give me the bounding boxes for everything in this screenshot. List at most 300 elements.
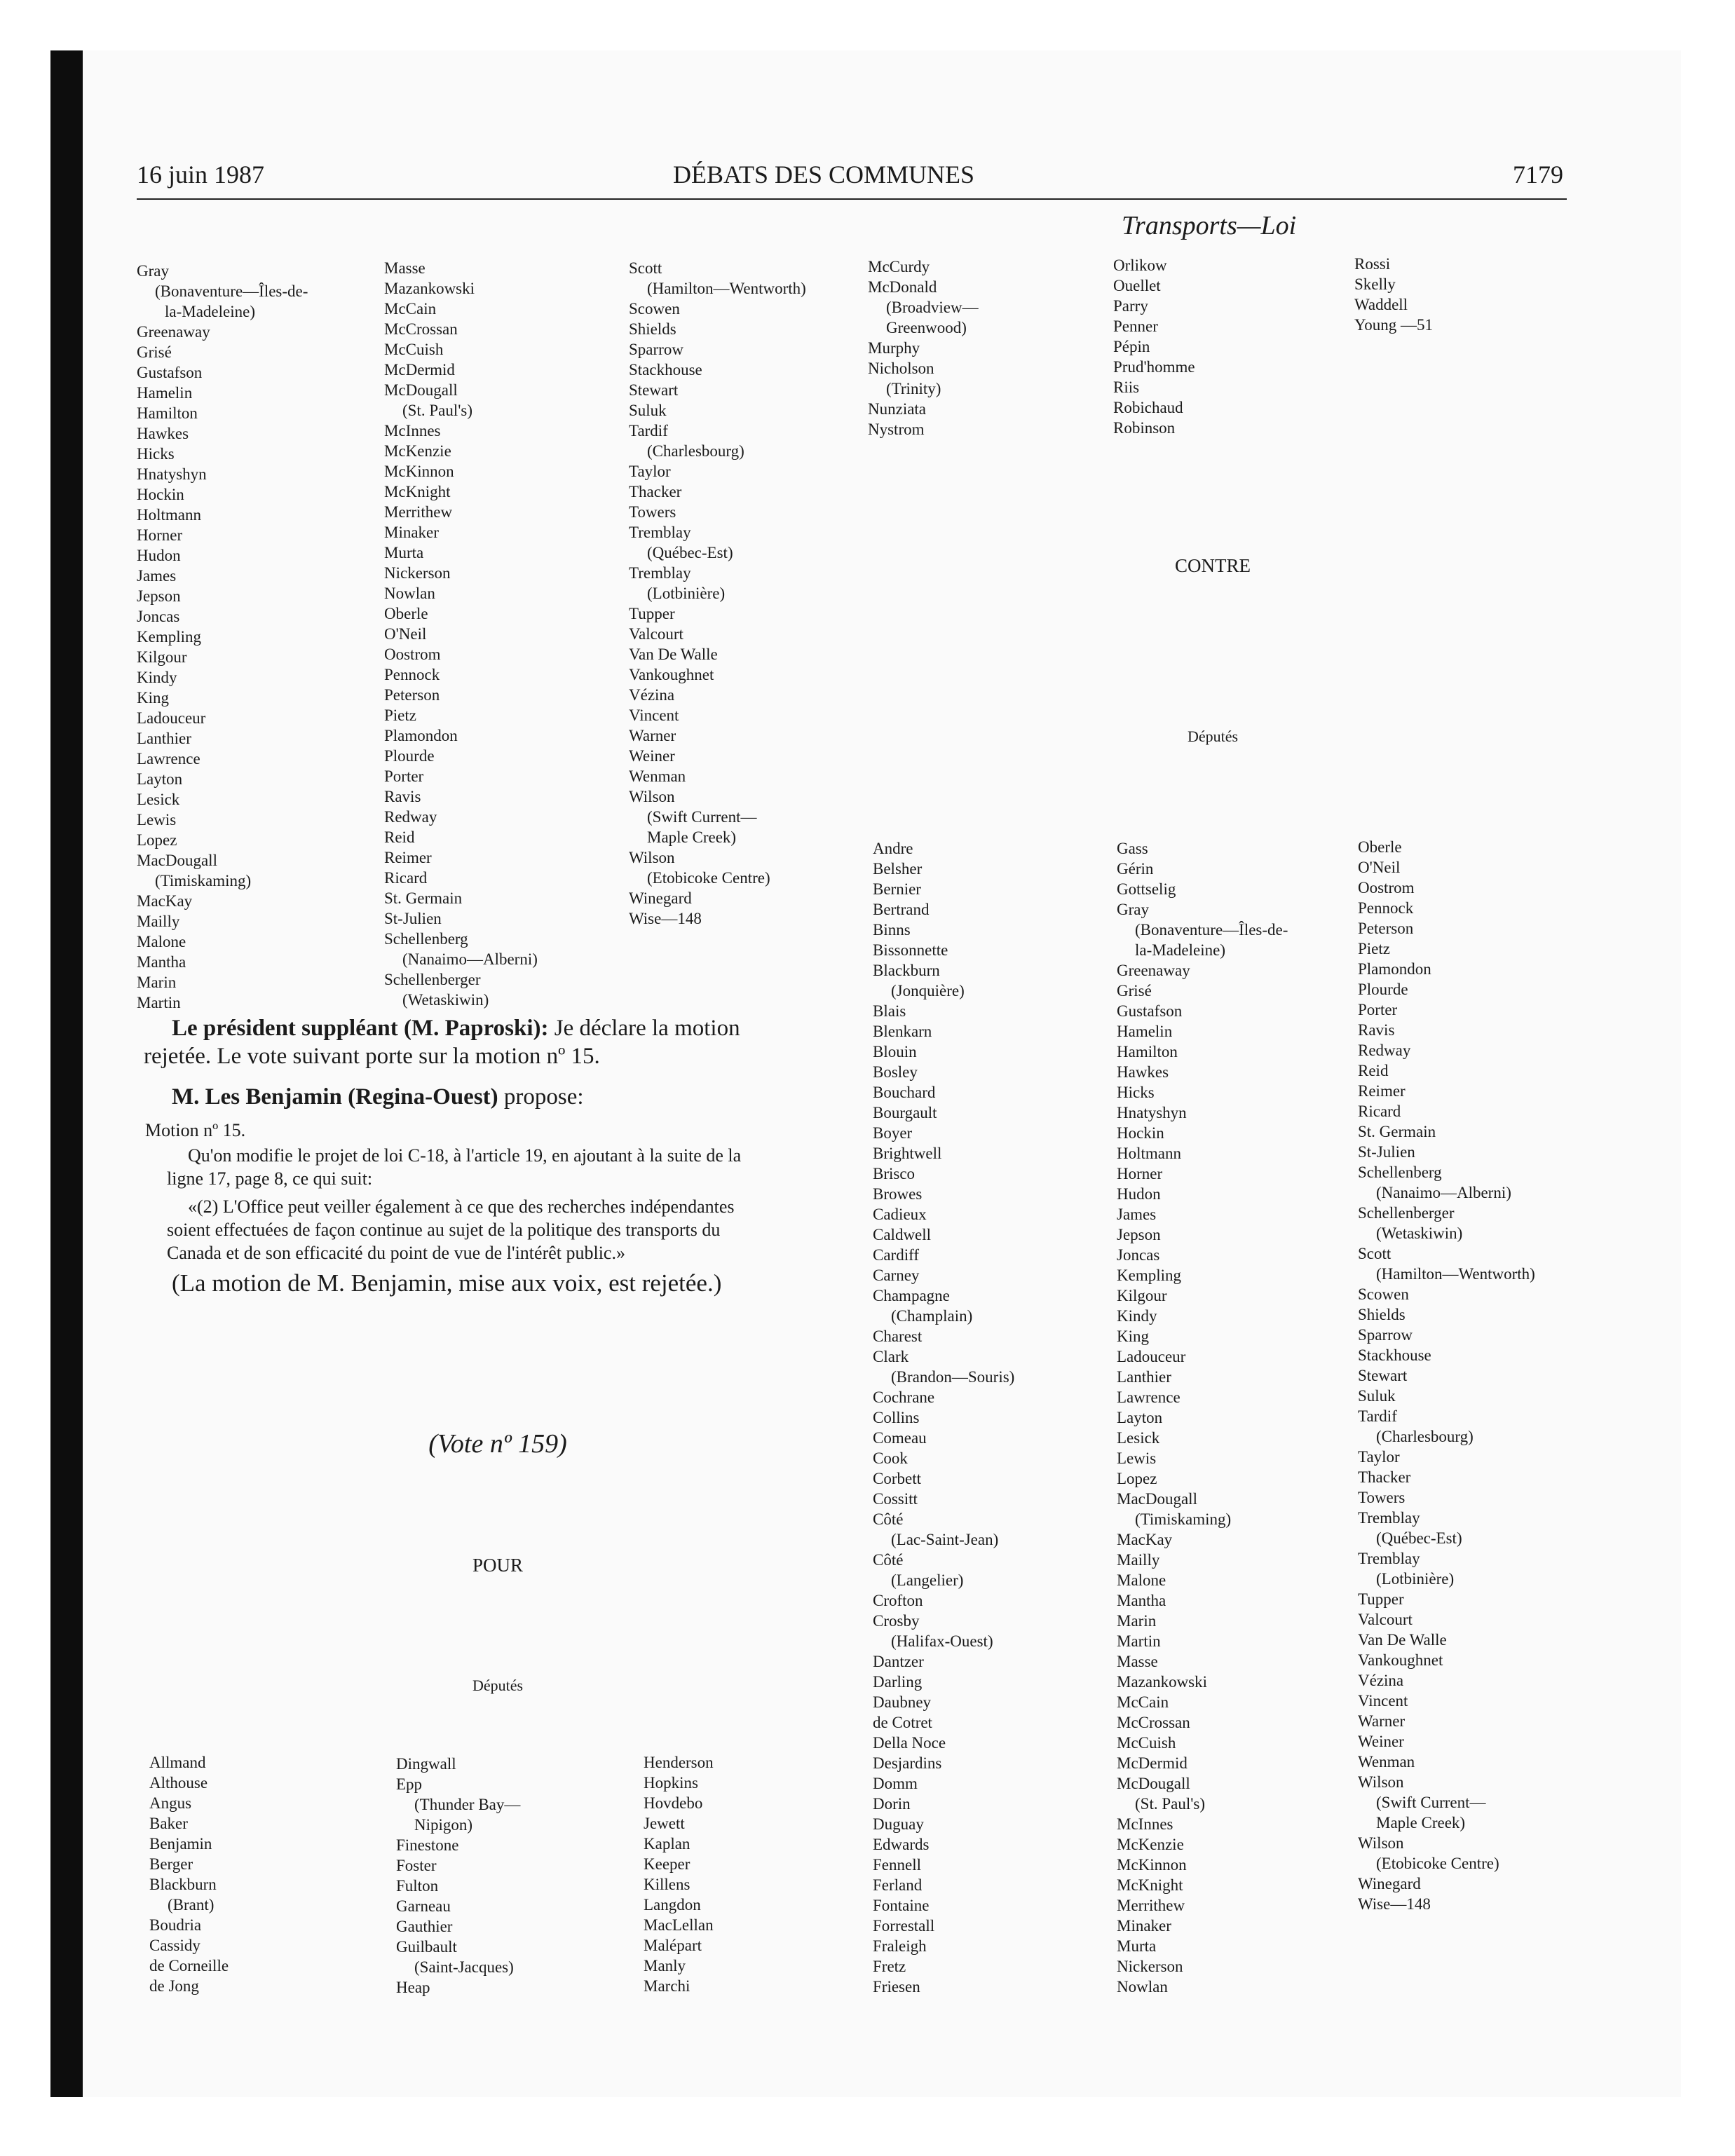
member-name: Layton [1117,1409,1163,1426]
member-name: Masse [384,259,426,277]
member-name: Merrithew [384,503,453,521]
member-name: Langdon [644,1896,701,1913]
contre-column-1 [873,838,1014,1997]
member-name: Dingwall [396,1755,456,1773]
member-riding: Maple Creek) [647,828,737,846]
proposer-riding: (Regina-Ouest) [348,1084,498,1110]
member-name: Vincent [1358,1692,1408,1710]
member-riding: (Bonaventure—Îles-de- [155,282,308,300]
member-name: Oostrom [384,646,441,663]
member-name: Schellenberger [1358,1204,1455,1222]
upper-column-1 [137,261,308,1013]
member-name: Van De Walle [629,646,718,663]
member-name: Forrestall [873,1917,935,1935]
proposer-verb: propose: [498,1084,584,1110]
member-name: Pennock [1358,899,1414,917]
member-name: MacKay [137,892,193,910]
member-name: Lanthier [1117,1368,1171,1386]
member-name: Gray [1117,901,1149,918]
member-name: Masse [1117,1653,1158,1670]
member-name: Weiner [1358,1733,1404,1750]
member-riding: Greenwood) [886,319,967,336]
member-name: Desjardins [873,1754,942,1772]
member-name: Van De Walle [1358,1631,1447,1649]
member-name: Porter [384,767,424,785]
member-riding: (Swift Current— [1376,1794,1486,1811]
member-name: Tremblay [1358,1509,1420,1527]
member-riding: la-Madeleine) [165,303,255,320]
member-name: McKnight [384,483,451,500]
member-name: Suluk [1358,1387,1396,1405]
member-name: Robinson [1113,419,1176,437]
member-name: Daubney [873,1693,932,1711]
member-name: de Jong [149,1977,199,1995]
member-name: Hicks [1117,1084,1155,1101]
member-name: Warner [1358,1712,1406,1730]
member-name: Stewart [629,381,679,399]
upper-column-2 [384,258,538,1010]
member-name: Kindy [1117,1307,1157,1325]
member-name: Layton [137,770,183,788]
member-name: Nowlan [384,585,435,602]
member-name: Gérin [1117,860,1154,878]
upper-column-6 [1354,254,1433,335]
member-name: Minaker [1117,1917,1171,1935]
member-name: MacLellan [644,1916,714,1934]
member-name: Joncas [1117,1246,1160,1264]
member-name: Nowlan [1117,1978,1168,1995]
header-rule [137,198,1567,200]
member-name: Heap [396,1979,430,1996]
member-name: Keeper [644,1855,690,1873]
member-name: Hamelin [1117,1023,1173,1040]
member-riding: (Swift Current— [647,808,757,826]
member-name: Ladouceur [137,709,206,727]
member-name: Greenaway [137,323,210,341]
member-name: Ravis [384,788,421,805]
member-name: Murta [1117,1937,1157,1955]
member-name: Martin [1117,1632,1161,1650]
member-name: Ricard [1358,1103,1401,1120]
member-name: Horner [137,526,183,544]
member-name: McCuish [1117,1734,1176,1752]
member-name: Sparrow [629,341,683,358]
member-name: Mailly [1117,1551,1160,1569]
member-name: Vincent [629,707,679,724]
pour-column-2 [396,1754,520,1998]
member-name: Pietz [384,707,416,724]
member-name: Malépart [644,1937,702,1954]
member-name: James [137,567,177,585]
member-name: Tardif [1358,1407,1397,1425]
member-name: Lewis [137,811,177,828]
member-riding: (Nanaimo—Alberni) [1376,1184,1511,1201]
member-riding: Maple Creek) [1376,1814,1466,1831]
member-name: Oostrom [1358,879,1415,896]
member-name: Schellenberg [384,930,468,948]
upper-column-4 [868,257,979,439]
member-name: McInnes [384,422,441,439]
member-name: Orlikow [1113,257,1167,274]
contre-column-2 [1117,838,1288,1997]
member-name: Bissonnette [873,941,948,959]
member-name: Andre [873,840,913,857]
member-name: Nickerson [1117,1958,1183,1975]
pour-column-3 [644,1752,714,1996]
member-name: Vézina [629,686,675,704]
member-name: Plamondon [1358,960,1431,978]
header-date: 16 juin 1987 [137,161,265,189]
member-name: Prud'homme [1113,358,1195,376]
member-name: Thacker [629,483,682,500]
member-name: Redway [384,808,437,826]
member-name: Vankoughnet [1358,1651,1443,1669]
member-name: Bertrand [873,901,930,918]
member-name: MacDougall [1117,1490,1197,1508]
speech-line-2: rejetée. Le vote suivant porte sur la motion nº 15. [144,1044,600,1069]
member-name: McKenzie [1117,1836,1184,1853]
member-name: Binns [873,921,911,939]
member-name: McKinnon [384,463,454,480]
member-riding: (Halifax-Ouest) [891,1632,993,1650]
member-name: Wise—148 [629,910,702,927]
member-name: Reimer [384,849,432,866]
member-name: Towers [629,503,676,521]
member-name: Hamilton [137,404,198,422]
member-name: Althouse [149,1774,208,1792]
member-name: Lawrence [1117,1389,1181,1406]
member-name: Waddell [1354,296,1408,313]
member-name: Duguay [873,1815,924,1833]
member-name: Malone [137,933,186,950]
member-name: Oberle [384,605,428,622]
member-name: Parry [1113,297,1148,315]
member-name: McDermid [1117,1754,1188,1772]
member-name: McKinnon [1117,1856,1187,1874]
upper-column-3 [629,258,806,929]
member-name: Kempling [1117,1267,1181,1284]
member-name: Gottselig [1117,880,1176,898]
member-name: McKnight [1117,1876,1183,1894]
member-name: Champagne [873,1287,950,1304]
member-name: Henderson [644,1754,714,1771]
member-name: Clark [873,1348,909,1365]
member-name: Nunziata [868,400,927,418]
scan-edge-bar [50,50,83,2097]
member-name: Cassidy [149,1937,200,1954]
member-name: Nystrom [868,421,925,438]
member-name: Hamelin [137,384,193,402]
member-name: Hockin [1117,1124,1164,1142]
member-name: McCrossan [1117,1714,1190,1731]
member-name: Jewett [644,1815,685,1832]
member-riding: (Lotbinière) [1376,1570,1455,1588]
member-name: Kilgour [137,648,187,666]
member-name: Bosley [873,1063,918,1081]
member-name: Wilson [629,849,675,866]
member-name: McKenzie [384,442,451,460]
member-name: Plamondon [384,727,458,744]
member-name: Blouin [873,1043,917,1060]
member-name: Allmand [149,1754,206,1771]
member-name: Marchi [644,1977,690,1995]
member-name: Finestone [396,1836,459,1854]
member-riding: Nipigon) [414,1816,473,1834]
motion-text-line-3: «(2) L'Office peut veiller également à ce que des recherches indépendantes [188,1196,735,1217]
header-page-number: 7179 [1513,161,1563,189]
member-riding: (Charlesbourg) [1376,1428,1474,1445]
member-name: Plourde [384,747,435,765]
member-name: McDonald [868,278,937,296]
member-name: Wenman [629,767,686,785]
proposer-line [172,1084,845,1110]
member-name: Cardiff [873,1246,920,1264]
member-name: Reid [384,828,415,846]
member-name: Mazankowski [384,280,475,297]
member-name: Kilgour [1117,1287,1167,1304]
member-name: McDermid [384,361,455,378]
member-name: Greenaway [1117,962,1190,979]
member-name: Shields [629,320,676,338]
member-riding: (Hamilton—Wentworth) [647,280,806,297]
member-name: Winegard [629,889,692,907]
contre-heading: CONTRE [1175,555,1251,576]
member-riding: (St. Paul's) [1135,1795,1205,1813]
member-name: Blenkarn [873,1023,932,1040]
member-riding: (Timiskaming) [155,872,252,889]
member-name: Ferland [873,1876,923,1894]
member-name: Tardif [629,422,668,439]
member-name: Tupper [1358,1590,1404,1608]
member-name: McCurdy [868,258,930,275]
member-name: Carney [873,1267,920,1284]
member-name: Lanthier [137,730,191,747]
member-name: Lewis [1117,1449,1157,1467]
member-riding: (Champlain) [891,1307,973,1325]
member-name: Collins [873,1409,920,1426]
member-name: Berger [149,1855,193,1873]
member-name: Vézina [1358,1672,1404,1689]
member-riding: (Brandon—Souris) [891,1368,1015,1386]
member-name: Della Noce [873,1734,946,1752]
member-riding: (Brant) [168,1896,215,1913]
member-name: Warner [629,727,676,744]
speech-text: Je déclare la motion [548,1016,740,1041]
member-name: Murta [384,544,424,561]
member-name: Taylor [1358,1448,1400,1466]
member-name: Darling [873,1673,923,1691]
member-name: Gass [1117,840,1148,857]
member-name: Skelly [1354,275,1396,293]
member-name: Kindy [137,669,177,686]
member-name: de Cotret [873,1714,932,1731]
member-name: Grisé [1117,982,1152,999]
member-name: McCrossan [384,320,458,338]
member-name: Brisco [873,1165,916,1182]
member-name: Edwards [873,1836,930,1853]
member-name: Blais [873,1002,906,1020]
member-name: Oberle [1358,838,1402,856]
member-name: Riis [1113,378,1140,396]
vote-number: (Vote nº 159) [428,1429,567,1459]
member-name: Lesick [1117,1429,1160,1447]
member-name: Lawrence [137,750,200,767]
member-name: Nickerson [384,564,451,582]
member-name: Hnatyshyn [1117,1104,1187,1121]
member-name: Holtmann [137,506,201,524]
member-name: Boudria [149,1916,202,1934]
member-name: Fretz [873,1958,906,1975]
member-name: de Corneille [149,1957,229,1974]
member-name: Angus [149,1794,192,1812]
motion-text-line-1: Qu'on modifie le projet de loi C-18, à l'article 19, en ajoutant à la suite de la [188,1145,742,1166]
member-name: St-Julien [384,910,442,927]
member-name: Grisé [137,343,172,361]
member-name: Wilson [1358,1773,1404,1791]
member-name: Merrithew [1117,1897,1185,1914]
member-name: Weiner [629,747,675,765]
header-title: DÉBATS DES COMMUNES [673,161,975,189]
member-name: Towers [1358,1489,1406,1506]
member-name: Brightwell [873,1145,942,1162]
member-riding: (Bonaventure—Îles-de- [1135,921,1288,939]
member-name: Malone [1117,1571,1166,1589]
member-name: Vankoughnet [629,666,714,683]
member-riding: (Charlesbourg) [647,442,744,460]
pour-column-1 [149,1752,229,1996]
section-title: Transports—Loi [1122,211,1297,240]
member-riding: (Jonquière) [891,982,965,999]
member-name: Gauthier [396,1918,453,1935]
member-name: Friesen [873,1978,920,1995]
member-name: McCain [1117,1693,1169,1711]
member-name: Hudon [137,547,181,564]
motion-result: (La motion de M. Benjamin, mise aux voix, est rejetée.) [172,1269,722,1297]
member-name: Wise—148 [1358,1895,1431,1913]
member-name: Mantha [1117,1592,1166,1609]
member-name: Cook [873,1449,908,1467]
member-name: Fulton [396,1877,439,1895]
member-name: Wenman [1358,1753,1415,1770]
pour-subheading: Députés [472,1677,524,1694]
member-name: Stackhouse [629,361,702,378]
member-name: Hnatyshyn [137,465,207,483]
member-name: Fontaine [873,1897,930,1914]
member-name: Thacker [1358,1468,1411,1486]
member-name: Pépin [1113,338,1150,355]
member-name: Blackburn [873,962,940,979]
member-name: Winegard [1358,1875,1421,1892]
member-name: Comeau [873,1429,927,1447]
member-name: Baker [149,1815,188,1832]
member-name: Pennock [384,666,440,683]
member-name: Gustafson [137,364,203,381]
member-name: O'Neil [1358,859,1401,876]
member-name: King [137,689,169,707]
member-name: St. Germain [384,889,463,907]
member-name: Gustafson [1117,1002,1183,1020]
member-name: Hovdebo [644,1794,703,1812]
member-name: Cossitt [873,1490,918,1508]
member-name: Young —51 [1354,316,1434,334]
upper-column-5 [1113,255,1195,438]
member-name: McCuish [384,341,444,358]
member-riding: (Trinity) [886,380,941,397]
member-name: Wilson [1358,1834,1404,1852]
member-name: Jepson [1117,1226,1161,1243]
member-name: Kaplan [644,1835,690,1853]
member-name: Manly [644,1957,686,1974]
member-riding: (Wetaskiwin) [402,991,489,1009]
member-name: Hicks [137,445,175,463]
member-name: Porter [1358,1001,1398,1018]
member-name: Tremblay [1358,1550,1420,1567]
member-riding: (Québec-Est) [1376,1529,1462,1547]
member-name: Horner [1117,1165,1163,1182]
member-name: Browes [873,1185,923,1203]
motion-label: Motion nº 15. [145,1120,246,1140]
member-name: Foster [396,1857,437,1874]
member-name: Bourgault [873,1104,937,1121]
member-name: Garneau [396,1897,451,1915]
member-name: Lopez [137,831,177,849]
member-riding: la-Madeleine) [1135,941,1225,959]
member-name: Corbett [873,1470,921,1487]
member-name: Scott [1358,1245,1392,1262]
member-name: Guilbault [396,1938,457,1956]
member-name: MacDougall [137,852,217,869]
member-name: Epp [396,1775,423,1793]
member-name: Lopez [1117,1470,1157,1487]
member-name: McDougall [1117,1775,1190,1792]
member-name: Penner [1113,318,1158,335]
member-name: Jepson [137,587,181,605]
member-name: Stewart [1358,1367,1408,1384]
member-name: Rossi [1354,255,1391,273]
member-name: Belsher [873,860,923,878]
member-name: Fraleigh [873,1937,927,1955]
member-name: Domm [873,1775,918,1792]
member-name: Hawkes [137,425,189,442]
member-name: Killens [644,1876,690,1893]
member-name: Murphy [868,339,920,357]
member-name: Cochrane [873,1389,935,1406]
member-name: McInnes [1117,1815,1173,1833]
member-riding: (Nanaimo—Alberni) [402,950,538,968]
member-name: Tupper [629,605,675,622]
proposer-name: M. Les Benjamin [172,1084,342,1110]
member-name: Robichaud [1113,399,1183,416]
member-name: Shields [1358,1306,1406,1323]
member-name: Sparrow [1358,1326,1413,1344]
member-name: Benjamin [149,1835,212,1853]
speech-line-1 [172,1015,845,1042]
member-name: James [1117,1206,1157,1223]
member-riding: (Wetaskiwin) [1376,1224,1463,1242]
member-name: Suluk [629,402,667,419]
member-name: St-Julien [1358,1143,1415,1161]
member-name: Tremblay [629,564,691,582]
member-name: Tremblay [629,524,691,541]
member-riding: (Hamilton—Wentworth) [1376,1265,1535,1283]
member-name: Fennell [873,1856,921,1874]
member-riding: (Langelier) [891,1571,964,1589]
member-name: Ladouceur [1117,1348,1186,1365]
member-name: Reimer [1358,1082,1406,1100]
member-name: Mazankowski [1117,1673,1208,1691]
member-name: Peterson [384,686,440,704]
member-name: Martin [137,994,181,1011]
